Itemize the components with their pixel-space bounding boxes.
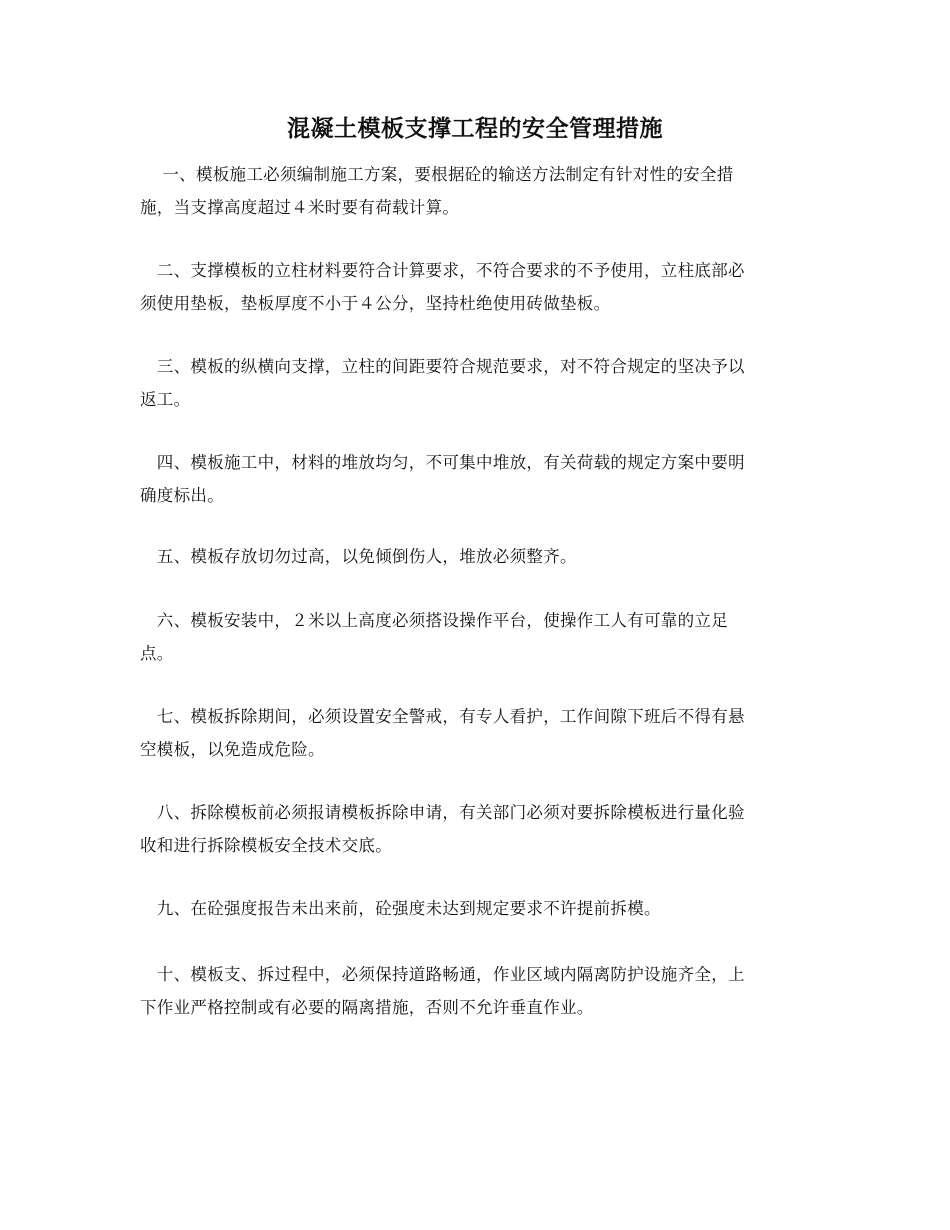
paragraph-line: 七、模板拆除期间，必须设置安全警戒，有专人看护，工作间隙下班后不得有悬 <box>140 707 745 726</box>
paragraph-8 <box>140 796 820 862</box>
paragraph-line: 八、拆除模板前必须报请模板拆除申请，有关部门必须对要拆除模板进行量化验 <box>140 803 745 822</box>
paragraph-line: 点。 <box>140 644 174 663</box>
paragraph-line: 一、模板施工必须编制施工方案，要根据砼的输送方法制定有针对性的安全措 <box>140 165 734 184</box>
paragraph-line: 二、支撑模板的立柱材料要符合计算要求，不符合要求的不予使用，立柱底部必 <box>140 261 745 280</box>
paragraph-line: 收和进行拆除模板安全技术交底。 <box>140 836 392 855</box>
document-title: 混凝土模板支撑工程的安全管理措施 <box>287 115 663 142</box>
paragraph-1 <box>140 158 820 224</box>
paragraph-7 <box>140 700 820 766</box>
paragraph-10 <box>140 958 820 1024</box>
paragraph-line: 空模板，以免造成危险。 <box>140 740 325 759</box>
paragraph-line: 九、在砼强度报告未出来前，砼强度未达到规定要求不许提前拆模。 <box>140 899 661 918</box>
paragraph-6 <box>140 604 820 670</box>
paragraph-4 <box>140 446 820 512</box>
paragraph-5 <box>140 540 820 573</box>
paragraph-line: 确度标出。 <box>140 486 224 505</box>
paragraph-line: 五、模板存放切勿过高，以免倾倒伤人，堆放必须整齐。 <box>140 547 577 566</box>
paragraph-line: 须使用垫板，垫板厚度不小于４公分，坚持杜绝使用砖做垫板。 <box>140 294 611 313</box>
paragraph-line: 四、模板施工中，材料的堆放均匀，不可集中堆放，有关荷载的规定方案中要明 <box>140 453 745 472</box>
paragraph-line: 下作业严格控制或有必要的隔离措施，否则不允许垂直作业。 <box>140 998 594 1017</box>
paragraph-line: 施，当支撑高度超过４米时要有荷载计算。 <box>140 198 460 217</box>
paragraph-line: 三、模板的纵横向支撑，立柱的间距要符合规范要求，对不符合规定的坚决予以 <box>140 357 745 376</box>
paragraph-line: 返工。 <box>140 390 191 409</box>
paragraph-line: 六、模板安装中，２米以上高度必须搭设操作平台，使操作工人有可靠的立足 <box>140 611 728 630</box>
paragraph-3 <box>140 350 820 416</box>
paragraph-9 <box>140 892 820 925</box>
paragraph-line: 十、模板支、拆过程中，必须保持道路畅通，作业区域内隔离防护设施齐全，上 <box>140 965 745 984</box>
paragraph-2 <box>140 254 820 320</box>
